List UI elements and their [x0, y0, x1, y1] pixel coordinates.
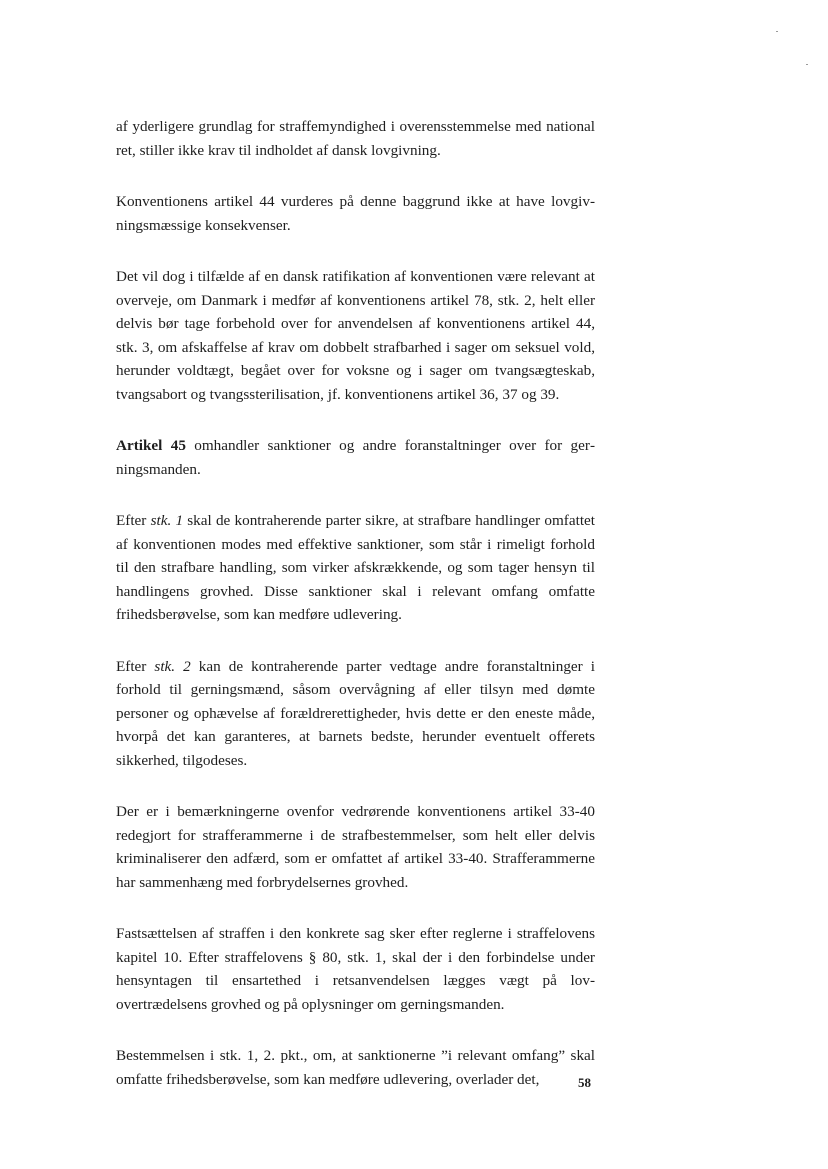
scan-speck: [806, 64, 808, 65]
paragraph-text: Det vil dog i tilfælde af en dansk ratifikation af konventionen være relevant at overveje, om Danmark i medfør af konventionens artikel 78, stk. 2, helt eller delvis bør tage forbehold over for anvendelsen af konventionens artikel 44, stk. 3, om afskaffelse af krav om dobbelt strafbarhed i sager om seksuel vold, herunder voldtægt, begået over for voksne og i sager om tvangsægteskab, tvangsabort og tvangssterilisation, jf. konventionens artikel 36, 37 og 39.: [116, 268, 595, 403]
paragraph-text: Fastsættelsen af straffen i den konkrete sag sker efter reglerne i straffelovens kapitel 10. Efter straffelovens § 80, stk. 1, skal der i den forbindelse under hensyntagen til ensartethed i retsanvendelsen lægges vægt på lovovertrædelsens grovhed og på oplysninger om gerningsmanden.: [116, 925, 595, 1013]
paragraph: [116, 265, 595, 406]
paragraph-text: Bestemmelsen i stk. 1, 2. pkt., om, at sanktionerne ”i relevant omfang” skal omfatte frihedsberøvelse, som kan medføre udlevering, overlader det,: [116, 1047, 595, 1088]
paragraph-lead: Efter: [116, 657, 155, 675]
paragraph: [116, 115, 595, 162]
paragraph: [116, 800, 595, 894]
paragraph-text: skal de kontraherende parter sikre, at strafbare handlinger omfattet af konventionen modes med effektive sanktioner, som står i rimeligt forhold til den strafbare handling, som virker afskrækkende, og som tager hensyn til handlingens grovhed. Disse sanktioner skal i relevant omfang omfatte frihedsberøvelse, som kan medføre udlevering.: [116, 512, 596, 623]
paragraph: [116, 922, 595, 1016]
paragraph-text: kan de kontraherende parter vedtage andre foranstaltninger i forhold til gerningsmænd, såsom overvågning af eller tilsyn med dømte personer og ophævelse af forældrerettigheder, hvis dette er den eneste måde, hvorpå det kan garanteres, at barnets bedste, herunder eventuelt offerets sikkerhed, tilgodeses.: [116, 657, 596, 769]
paragraph-text: Konventionens artikel 44 vurderes på denne baggrund ikke at have lovgivningsmæssige konsekvenser.: [116, 193, 595, 234]
paragraph-text: Der er i bemærkningerne ovenfor vedrørende konventionens artikel 33-40 redegjort for strafferammerne i de strafbestemmelser, som helt eller delvis kriminaliserer den adfærd, som er omfattet af artikel 33-40. Strafferammerne har sammenhæng med forbrydelsernes grovhed.: [116, 803, 595, 891]
paragraph: [116, 190, 595, 237]
scan-speck: [776, 31, 778, 32]
body-text: [116, 115, 595, 1119]
paragraph: [116, 509, 595, 627]
subsection-reference: stk. 2: [154, 657, 191, 675]
paragraph: [116, 1044, 595, 1091]
paragraph: [116, 655, 595, 773]
paragraph-text: af yderligere grundlag for straffemyndighed i overensstemmelse med national ret, stiller ikke krav til indholdet af dansk lovgivning.: [116, 118, 595, 159]
paragraph: [116, 434, 595, 481]
subsection-reference: stk. 1: [150, 512, 184, 529]
paragraph-lead: Efter: [116, 512, 151, 529]
article-heading: Artikel 45: [116, 437, 186, 454]
page-number: 58: [578, 1075, 591, 1090]
paragraph-text: omhandler sanktioner og andre foranstaltninger over for gerningsmanden.: [116, 437, 595, 478]
